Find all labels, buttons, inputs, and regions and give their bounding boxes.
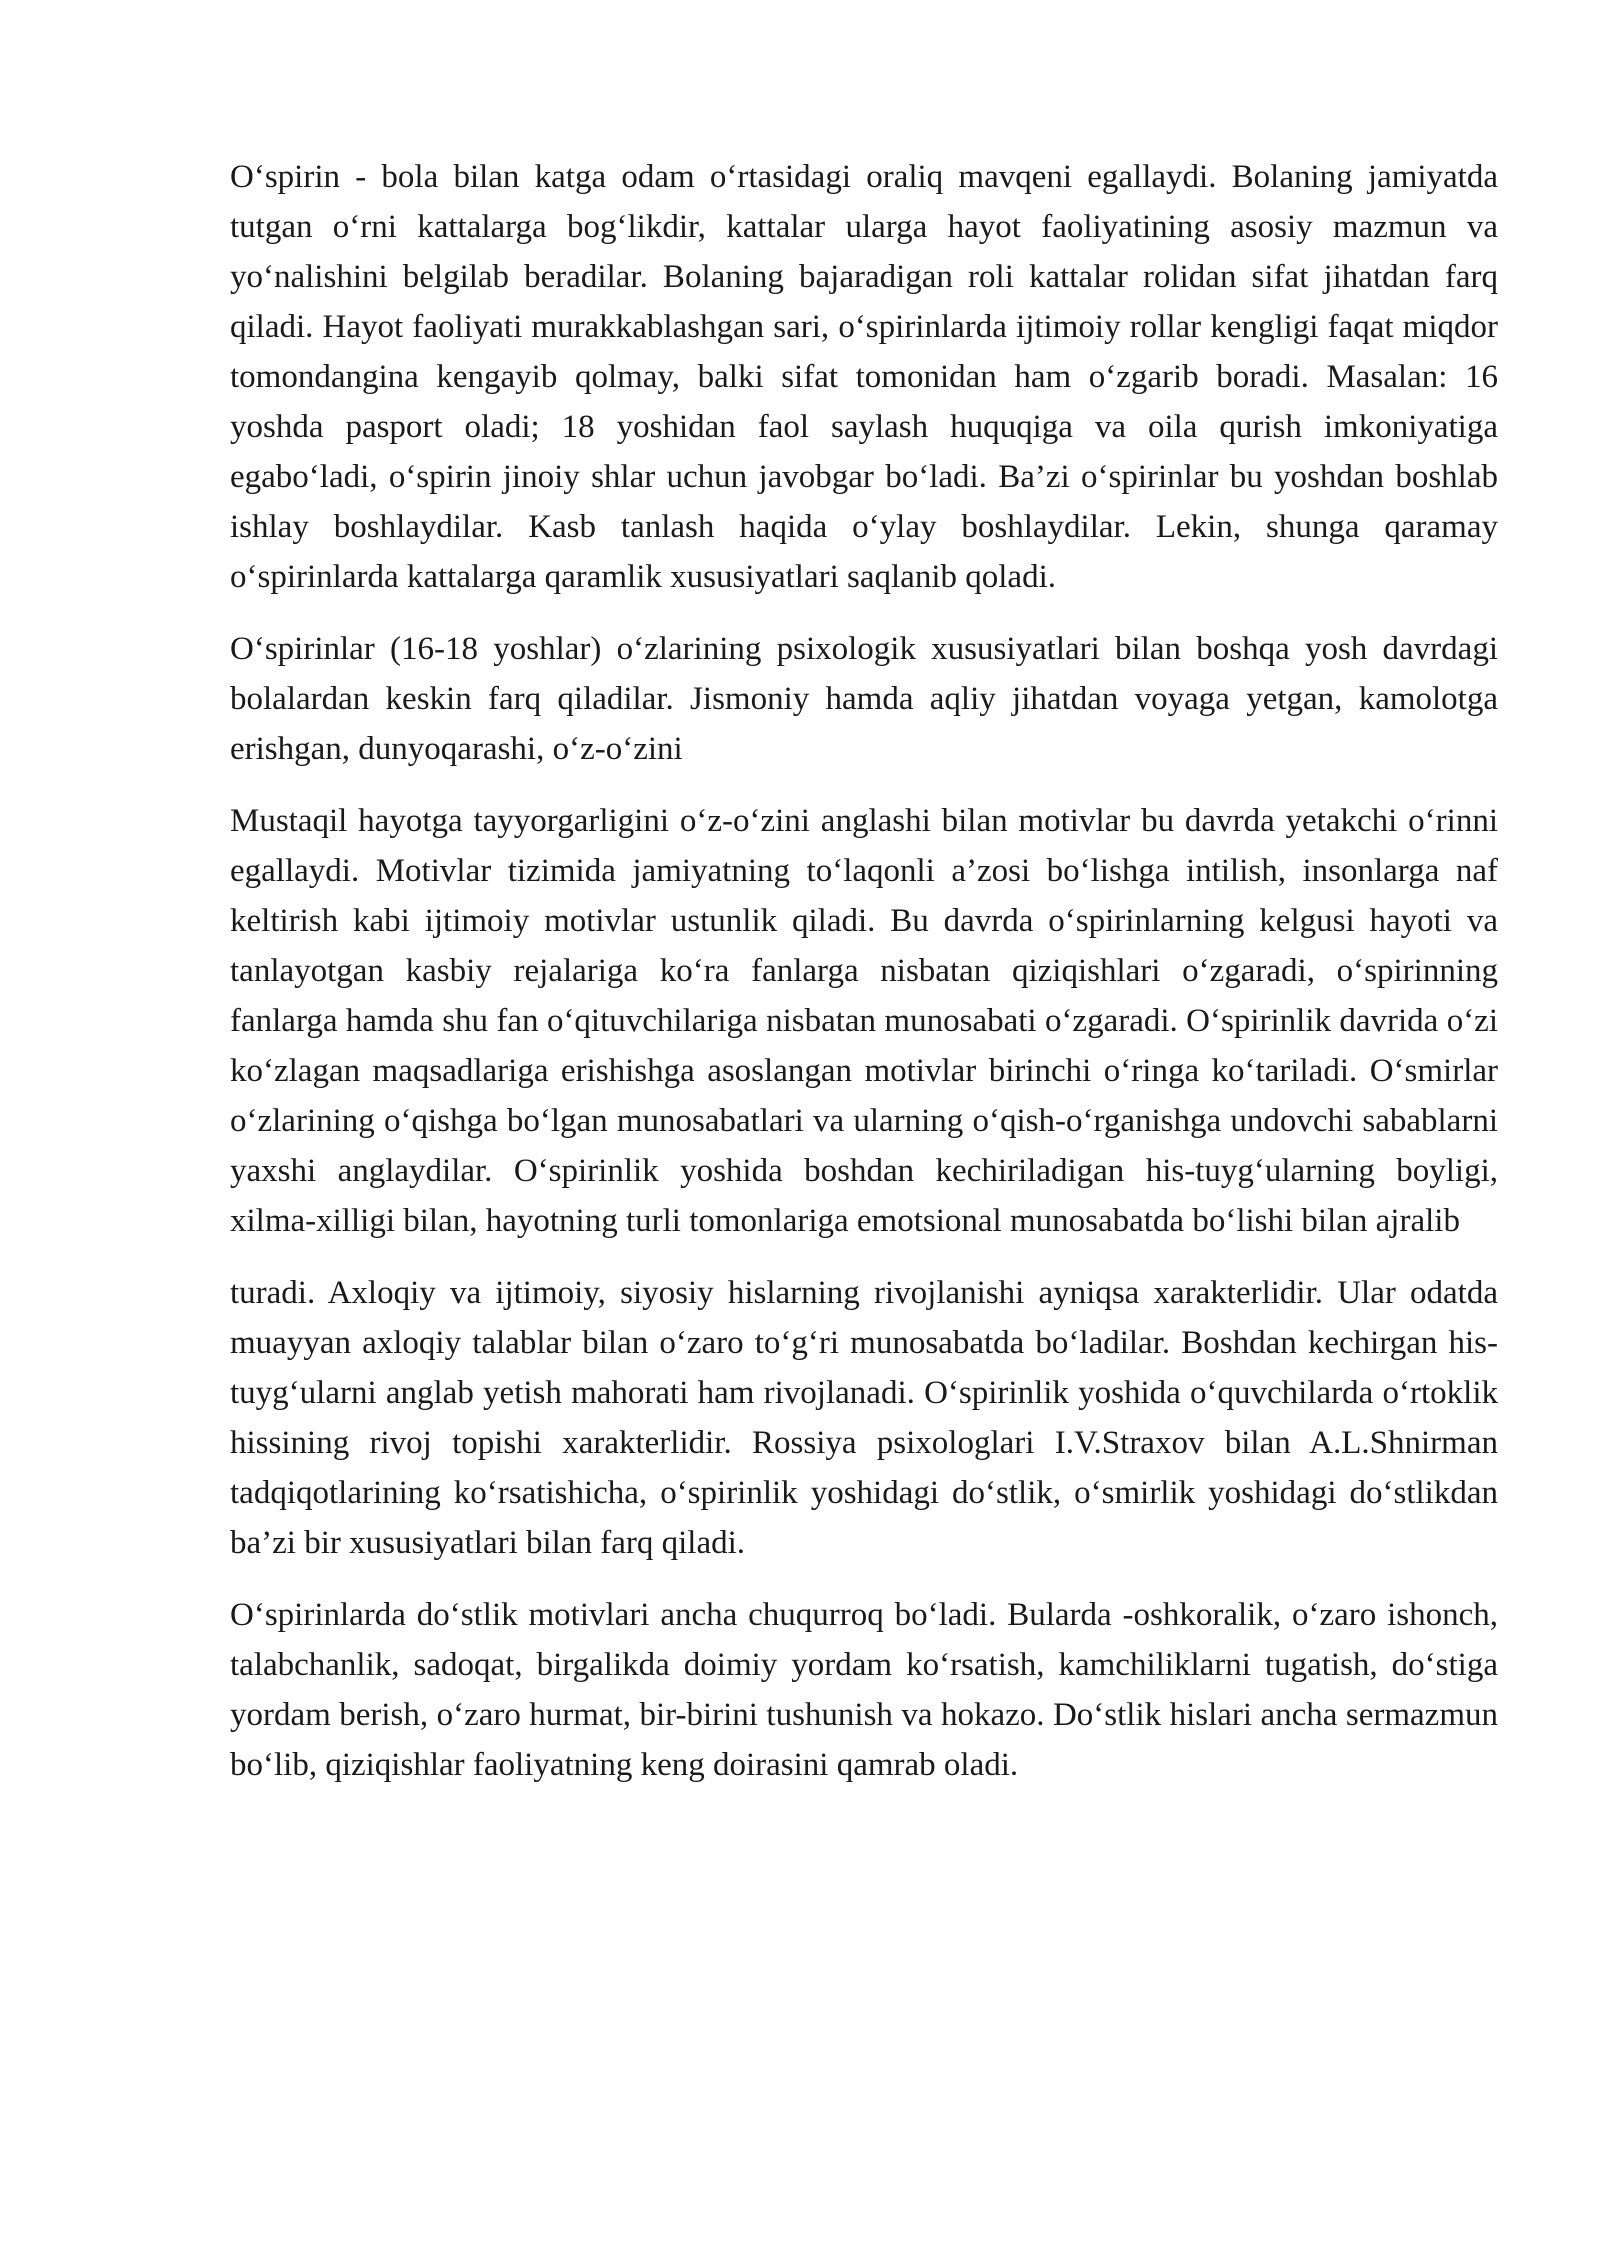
paragraph-4: turadi. Axloqiy va ijtimoiy, siyosiy hislarning rivojlanishi ayniqsa xarakterlidir. Ular odatda muayyan axloqiy talablar bilan o‘zaro to‘g‘ri munosabatda bo‘ladilar. Boshdan kechirgan his-tuyg‘ularni anglab yetish mahorati ham rivojlanadi. O‘spirinlik yoshida o‘quvchilarda o‘rtoklik hissining rivoj topishi xarakterlidir. Rossiya psixologlari I.V.Straxov bilan A.L.Shnirman tadqiqotlarining ko‘rsatishicha, o‘spirinlik yoshidagi do‘stlik, o‘smirlik yoshidagi do‘stlikdan ba’zi bir xususiyatlari bilan farq qiladi. <box>230 1275 1498 1561</box>
paragraph-5: O‘spirinlarda do‘stlik motivlari ancha chuqurroq bo‘ladi. Bularda -oshkoralik, o‘zaro ishonch, talabchanlik, sadoqat, birgalikda doimiy yordam ko‘rsatish, kamchiliklarni tugatish, do‘stiga yordam berish, o‘zaro hurmat, bir-birini tushunish va hokazo. Do‘stlik hislari ancha sermazmun bo‘lib, qiziqishlar faoliyatning keng doirasini qamrab oladi. <box>230 1597 1498 1783</box>
paragraph-3: Mustaqil hayotga tayyorgarligini o‘z-o‘zini anglashi bilan motivlar bu davrda yetakchi o‘rinni egallaydi. Motivlar tizimida jamiyatning to‘laqonli a’zosi bo‘lishga intilish, insonlarga naf keltirish kabi ijtimoiy motivlar ustunlik qiladi. Bu davrda o‘spirinlarning kelgusi hayoti va tanlayotgan kasbiy rejalariga ko‘ra fanlarga nisbatan qiziqishlari o‘zgaradi, o‘spirinning fanlarga hamda shu fan o‘qituvchilariga nisbatan munosabati o‘zgaradi. O‘spirinlik davrida o‘zi ko‘zlagan maqsadlariga erishishga asoslangan motivlar birinchi o‘ringa ko‘tariladi. O‘smirlar o‘zlarining o‘qishga bo‘lgan munosabatlari va ularning o‘qish-o‘rganishga undovchi sabablarni yaxshi anglaydilar. O‘spirinlik yoshida boshdan kechiriladigan his-tuyg‘ularning boyligi, xilma-xilligi bilan, hayotning turli tomonlariga emotsional munosabatda bo‘lishi bilan ajralib <box>230 803 1498 1239</box>
document-body <box>230 152 1498 1812</box>
paragraph-1: O‘spirin - bola bilan katga odam o‘rtasidagi oraliq mavqeni egallaydi. Bolaning jamiyatda tutgan o‘rni kattalarga bog‘likdir, kattalar ularga hayot faoliyatining asosiy mazmun va yo‘nalishini belgilab beradilar. Bolaning bajaradigan roli kattalar rolidan sifat jihatdan farq qiladi. Hayot faoliyati murakkablashgan sari, o‘spirinlarda ijtimoiy rollar kengligi faqat miqdor tomondangina kengayib qolmay, balki sifat tomonidan ham o‘zgarib boradi. Masalan: 16 yoshda pasport oladi; 18 yoshidan faol saylash huquqiga va oila qurish imkoniyatiga egabo‘ladi, o‘spirin jinoiy shlar uchun javobgar bo‘ladi. Ba’zi o‘spirinlar bu yoshdan boshlab ishlay boshlaydilar. Kasb tanlash haqida o‘ylay boshlaydilar. Lekin, shunga qaramay o‘spirinlarda kattalarga qaramlik xususiyatlari saqlanib qoladi. <box>230 159 1498 595</box>
paragraph-2: O‘spirinlar (16-18 yoshlar) o‘zlarining psixologik xususiyatlari bilan boshqa yosh davrdagi bolalardan keskin farq qiladilar. Jismoniy hamda aqliy jihatdan voyaga yetgan, kamolotga erishgan, dunyoqarashi, o‘z-o‘zini <box>230 631 1498 767</box>
